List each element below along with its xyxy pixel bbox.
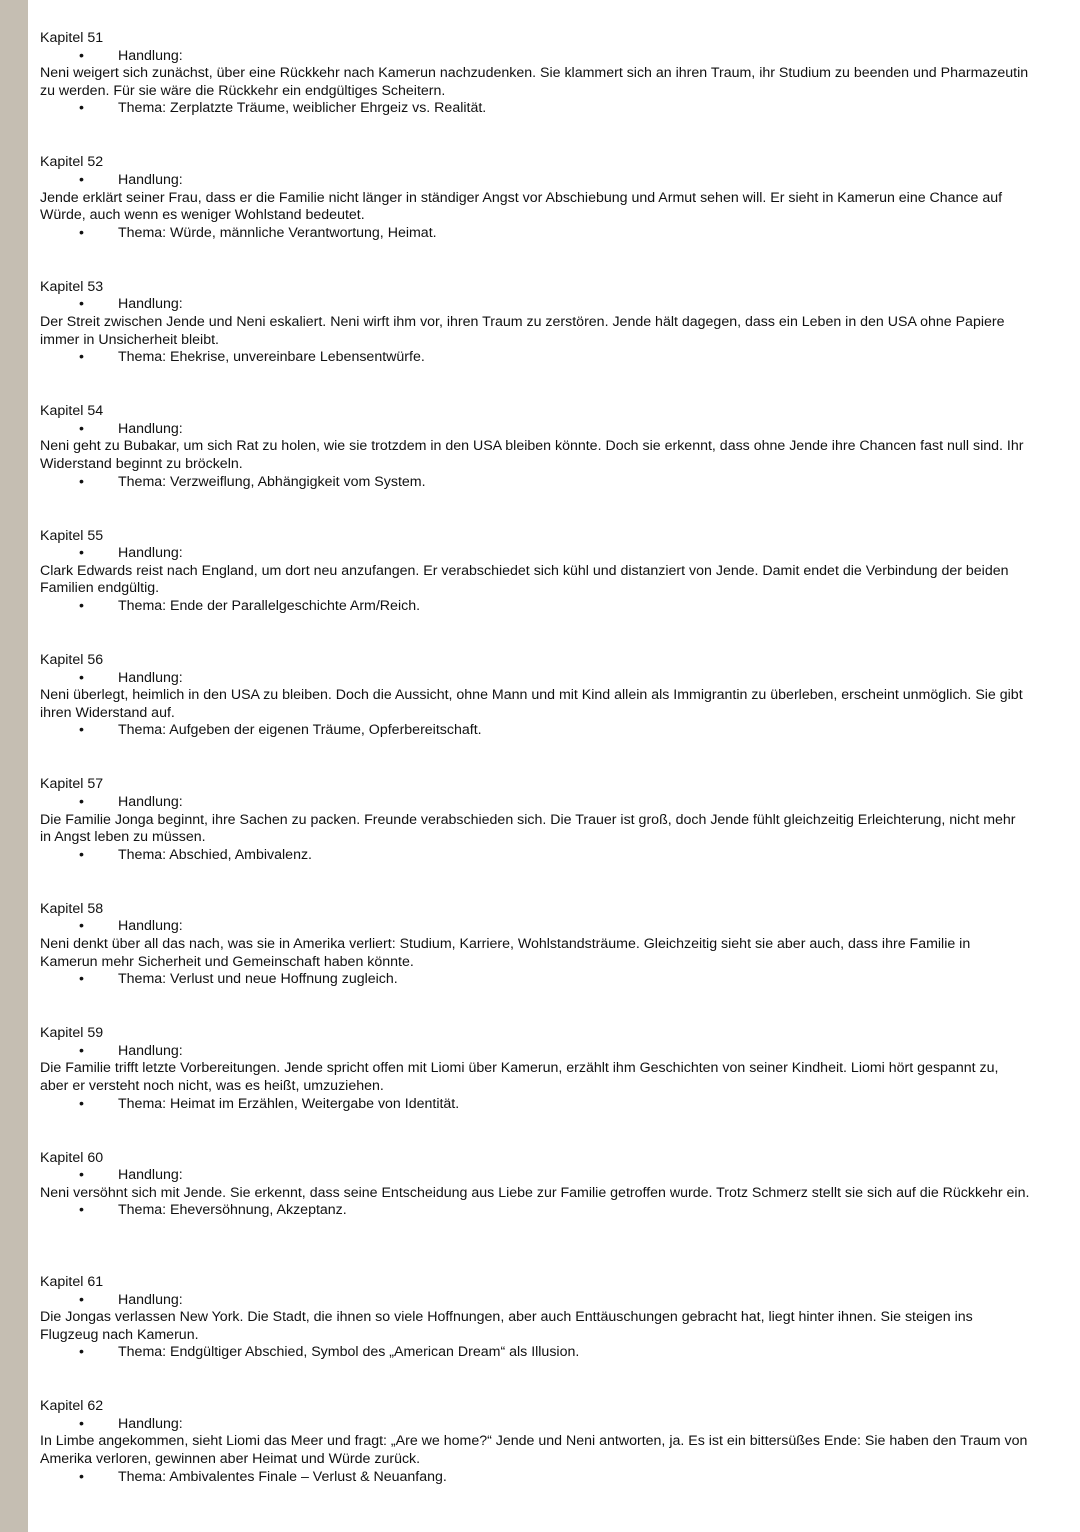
thema-bullet [40,100,1030,118]
thema-text: Thema: Ende der Parallelgeschichte Arm/Reich. [118,597,421,614]
chapter-title: Kapitel 60 [40,1149,104,1166]
thema-text: Thema: Ehekrise, unvereinbare Lebensentwürfe. [118,349,425,366]
handlung-bullet [40,48,1030,66]
bullet-dot: • [79,793,84,810]
handlung-label: Handlung: [118,793,183,810]
chapter-section [40,1025,1030,1149]
handlung-label: Handlung: [118,420,183,437]
chapter-title: Kapitel 51 [40,30,104,46]
chapter-summary: Neni versöhnt sich mit Jende. Sie erkennt, dass seine Entscheidung aus Liebe zur Familie getroffen wurde. Trotz Schmerz stellt sie sich auf die Rückkehr ein. [40,1184,1030,1201]
handlung-label: Handlung: [118,669,183,686]
bullet-dot: • [79,224,84,241]
bullet-dot: • [79,1202,84,1219]
bullet-dot: • [79,669,84,686]
thema-text: Thema: Würde, männliche Verantwortung, Heimat. [118,224,437,241]
bullet-dot: • [79,1042,84,1059]
handlung-label: Handlung: [118,171,183,188]
handlung-bullet [40,918,1030,936]
bullet-dot: • [79,473,84,490]
thema-bullet [40,1469,1030,1487]
thema-bullet [40,1344,1030,1362]
chapter-summary: Neni denkt über all das nach, was sie in Amerika verliert: Studium, Karriere, Wohlstandsträume. Gleichzeitig sieht sie aber auch, dass ihre Familie in Kamerun mehr Sicherheit und Gemeinschaft haben könnte. [40,935,971,970]
thema-text: Thema: Aufgeben der eigenen Träume, Opferbereitschaft. [118,722,482,739]
bullet-dot: • [79,971,84,988]
chapter-summary: Die Familie trifft letzte Vorbereitungen. Jende spricht offen mit Liomi über Kamerun, erzählt ihm Geschichten von seiner Kindheit. Liomi hört gespannt zu, aber er versteht noch nicht, was es heißt, umzuziehen. [40,1060,999,1094]
thema-text: Thema: Zerplatzte Träume, weiblicher Ehrgeiz vs. Realität. [118,100,487,117]
chapter-summary: Die Familie Jonga beginnt, ihre Sachen zu packen. Freunde verabschieden sich. Die Trauer ist groß, doch Jende fühlt gleichzeitig Erleichterung, nicht mehr in Angst leben zu müssen. [40,811,1016,846]
handlung-label: Handlung: [118,1291,183,1308]
thema-text: Thema: Verzweiflung, Abhängigkeit vom System. [118,473,426,490]
chapter-section [40,1150,1030,1274]
handlung-label: Handlung: [118,1167,183,1184]
bullet-dot: • [79,597,84,614]
handlung-label: Handlung: [118,47,183,64]
bullet-dot: • [79,296,84,313]
chapter-summary: Clark Edwards reist nach England, um dort neu anzufangen. Er verabschiedet sich kühl und distanziert von Jende. Damit endet die Verbindung der beiden Familien endgültig. [40,562,1009,597]
chapter-section [40,30,1030,154]
thema-bullet [40,349,1030,367]
handlung-label: Handlung: [118,1042,183,1059]
chapter-title: Kapitel 52 [40,154,104,171]
thema-text: Thema: Heimat im Erzählen, Weitergabe von Identität. [118,1095,460,1112]
thema-text: Thema: Verlust und neue Hoffnung zugleich. [118,971,398,988]
chapter-section [40,403,1030,527]
document-page [40,30,1030,1523]
chapter-section [40,1274,1030,1398]
handlung-label: Handlung: [118,1415,183,1432]
chapter-summary: Neni weigert sich zunächst, über eine Rückkehr nach Kamerun nachzudenken. Sie klammert sich an ihren Traum, ihr Studium zu beenden und Pharmazeutin zu werden. Für sie wäre die Rückkehr ein endgültiges Scheitern. [40,65,1029,99]
bullet-dot: • [79,1415,84,1432]
thema-bullet [40,722,1030,740]
handlung-bullet [40,421,1030,439]
chapter-summary: Die Jongas verlassen New York. Die Stadt, die ihnen so viele Hoffnungen, aber auch Enttäuschungen gebracht hat, liegt hinter ihnen. Sie steigen ins Flugzeug nach Kamerun. [40,1309,973,1343]
handlung-label: Handlung: [118,545,183,562]
chapter-section [40,776,1030,900]
bullet-dot: • [79,1167,84,1184]
chapter-summary: Jende erklärt seiner Frau, dass er die Familie nicht länger in ständiger Angst vor Abschiebung und Armut sehen will. Er sieht in Kamerun eine Chance auf Würde, auch wenn es weniger Wohlstand bedeutet. [40,189,1003,224]
chapter-title: Kapitel 59 [40,1025,104,1042]
thema-bullet [40,598,1030,616]
chapter-title: Kapitel 58 [40,900,104,917]
bullet-dot: • [79,918,84,935]
chapter-title: Kapitel 57 [40,776,104,793]
bullet-dot: • [79,1291,84,1308]
chapter-title: Kapitel 56 [40,651,104,668]
chapter-summary: Neni geht zu Bubakar, um sich Rat zu holen, wie sie trotzdem in den USA bleiben könnte. Doch sie erkennt, dass ohne Jende ihre Chancen fast null sind. Ihr Widerstand beginnt zu bröckeln. [40,438,1024,472]
bullet-dot: • [79,1344,84,1361]
chapter-summary: Der Streit zwischen Jende und Neni eskaliert. Neni wirft ihm vor, ihren Traum zu zerstören. Jende hält dagegen, dass ein Leben in den USA ohne Papiere immer in Unsicherheit bleibt. [40,313,1005,348]
bullet-dot: • [79,171,84,188]
chapter-section [40,279,1030,403]
handlung-bullet [40,1292,1030,1310]
chapter-section [40,154,1030,278]
chapter-title: Kapitel 53 [40,278,104,295]
bullet-dot: • [79,1095,84,1112]
chapter-section [40,901,1030,1025]
handlung-bullet [40,670,1030,688]
bullet-dot: • [79,545,84,562]
chapter-title: Kapitel 54 [40,403,104,420]
thema-bullet [40,1202,1030,1220]
bullet-dot: • [79,349,84,366]
thema-bullet [40,847,1030,865]
handlung-bullet [40,296,1030,314]
chapter-section [40,1398,1030,1522]
chapter-section [40,528,1030,652]
chapter-title: Kapitel 61 [40,1273,104,1290]
thema-bullet [40,474,1030,492]
handlung-label: Handlung: [118,918,183,935]
handlung-bullet [40,794,1030,812]
bullet-dot: • [79,100,84,117]
handlung-bullet [40,172,1030,190]
handlung-bullet [40,1416,1030,1434]
bullet-dot: • [79,420,84,437]
bullet-dot: • [79,846,84,863]
thema-text: Thema: Endgültiger Abschied, Symbol des „American Dream“ als Illusion. [118,1344,580,1361]
thema-bullet [40,971,1030,989]
bullet-dot: • [79,47,84,64]
thema-text: Thema: Ambivalentes Finale – Verlust & Neuanfang. [118,1468,447,1485]
bullet-dot: • [79,1468,84,1485]
left-margin-bar [0,0,28,1532]
thema-bullet [40,225,1030,243]
chapter-section [40,652,1030,776]
handlung-bullet [40,1167,1030,1185]
thema-text: Thema: Abschied, Ambivalenz. [118,846,312,863]
chapter-title: Kapitel 55 [40,527,104,544]
handlung-bullet [40,545,1030,563]
bullet-dot: • [79,722,84,739]
chapter-title: Kapitel 62 [40,1398,104,1415]
handlung-label: Handlung: [118,296,183,313]
thema-bullet [40,1096,1030,1114]
chapter-summary: In Limbe angekommen, sieht Liomi das Meer und fragt: „Are we home?“ Jende und Neni antworten, ja. Es ist ein bittersüßes Ende: Sie haben den Traum von Amerika verloren, gewinnen aber Heimat und Würde zurück. [40,1433,1028,1468]
handlung-bullet [40,1043,1030,1061]
thema-text: Thema: Eheversöhnung, Akzeptanz. [118,1202,347,1219]
chapter-summary: Neni überlegt, heimlich in den USA zu bleiben. Doch die Aussicht, ohne Mann und mit Kind allein als Immigrantin zu überleben, erscheint unmöglich. Sie gibt ihren Widerstand auf. [40,687,1023,721]
